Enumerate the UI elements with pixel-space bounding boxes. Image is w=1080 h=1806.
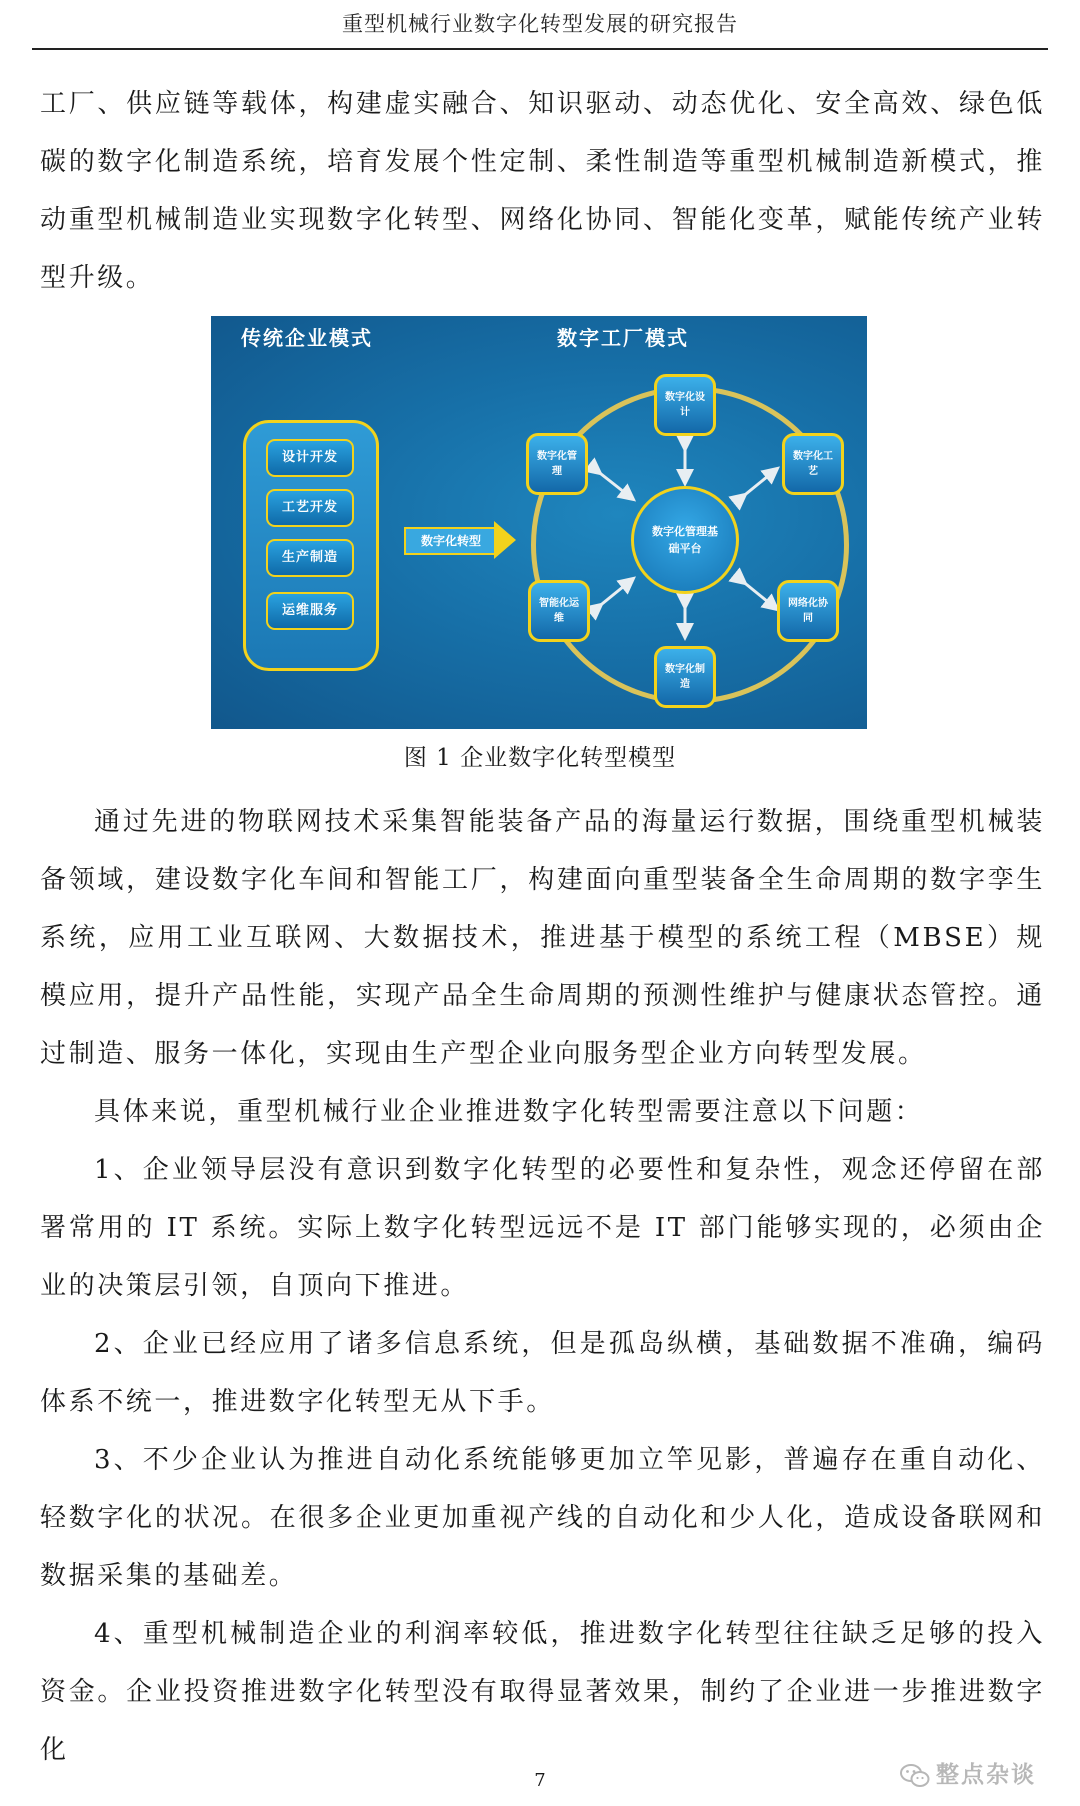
paragraph-6: 3、不少企业认为推进自动化系统能够更加立竿见影，普遍存在重自动化、轻数字化的状况。在很多企业更加重视产线的自动化和少人化，造成设备联网和数据采集的基础差。 — [40, 1445, 1045, 1591]
paragraph-5: 2、企业已经应用了诸多信息系统，但是孤岛纵横，基础数据不准确，编码体系不统一，推进数字化转型无从下手。 — [40, 1329, 1045, 1417]
figure-caption: 图 1 企业数字化转型模型 — [403, 745, 677, 771]
header-divider — [32, 48, 1048, 50]
wechat-icon — [900, 1763, 930, 1789]
watermark — [900, 1756, 1036, 1789]
node-digital-management: 数字化管理 — [526, 433, 588, 495]
arrow-upper-left — [596, 470, 629, 496]
node-digital-manufacturing: 数字化制造 — [654, 646, 716, 708]
transformation-arrow-label: 数字化转型 — [420, 534, 481, 548]
paragraph-3: 具体来说，重型机械行业企业推进数字化转型需要注意以下问题： — [94, 1097, 924, 1127]
digital-factory-title: 数字工厂模式 — [557, 326, 689, 350]
center-platform — [631, 486, 739, 594]
traditional-model-title: 传统企业模式 — [241, 326, 373, 350]
traditional-item-service: 运维服务 — [266, 592, 354, 630]
node-digital-design: 数字化设计 — [654, 374, 716, 436]
figure-diagram — [211, 316, 867, 729]
arrow-upper-right — [741, 472, 773, 498]
traditional-item-production: 生产制造 — [266, 539, 354, 577]
paragraph-4: 1、企业领导层没有意识到数字化转型的必要性和复杂性，观念还停留在部署常用的 IT 系统。实际上数字化转型远远不是 IT 部门能够实现的，必须由企业的决策层引领，自顶向下推进。 — [40, 1155, 1045, 1301]
running-header: 重型机械行业数字化转型发展的研究报告 — [342, 12, 738, 36]
paragraph-1: 工厂、供应链等载体，构建虚实融合、知识驱动、动态优化、安全高效、绿色低碳的数字化制造系统，培育发展个性定制、柔性制造等重型机械制造新模式，推动重型机械制造业实现数字化转型、网络化协同、智能化变革，赋能传统产业转型升级。 — [40, 89, 1045, 293]
arrow-lower-right — [741, 580, 773, 606]
page-number: 7 — [534, 1770, 546, 1791]
traditional-item-design: 设计开发 — [266, 439, 354, 477]
node-network-collaboration: 网络化协同 — [777, 580, 839, 642]
traditional-item-process: 工艺开发 — [266, 489, 354, 527]
paragraph-2: 通过先进的物联网技术采集智能装备产品的海量运行数据，围绕重型机械装备领域，建设数字化车间和智能工厂，构建面向重型装备全生命周期的数字孪生系统，应用工业互联网、大数据技术，推进基于模型的系统工程（MBSE）规模应用，提升产品性能，实现产品全生命周期的预测性维护与健康状态管控。通过制造、服务一体化，实现由生产型企业向服务型企业方向转型发展。 — [40, 807, 1045, 1069]
watermark-text: 整点杂谈 — [936, 1762, 1036, 1788]
paragraph-7: 4、重型机械制造企业的利润率较低，推进数字化转型往往缺乏足够的投入资金。企业投资推进数字化转型没有取得显著效果，制约了企业进一步推进数字化 — [40, 1619, 1045, 1765]
connector-arrows — [211, 316, 867, 729]
node-intelligent-maintenance: 智能化运维 — [528, 580, 590, 642]
node-digital-process: 数字化工艺 — [782, 433, 844, 495]
arrow-lower-left — [597, 582, 629, 608]
center-platform-label: 数字化管理基础平台 — [652, 525, 718, 555]
